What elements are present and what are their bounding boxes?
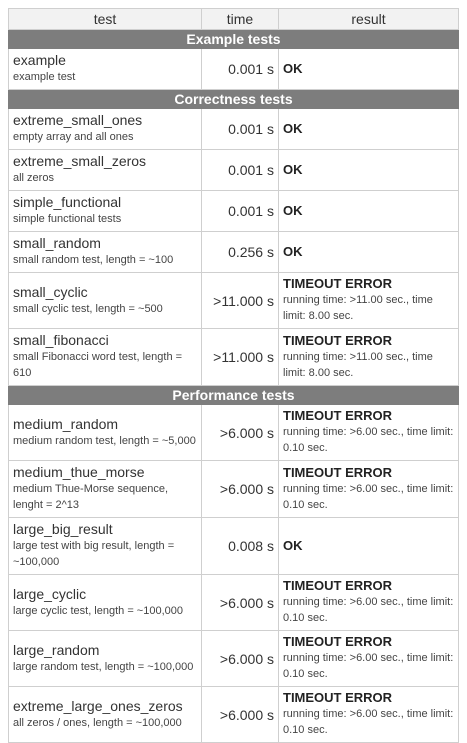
- result-status: OK: [283, 202, 303, 218]
- header-time: time: [202, 9, 279, 30]
- table-row: [9, 232, 459, 273]
- test-cell: [9, 575, 202, 631]
- test-result-cell: [279, 461, 459, 518]
- result-status: OK: [283, 60, 303, 76]
- test-result-cell: [279, 49, 459, 90]
- result-detail: running time: >6.00 sec., time limit: 0.10 sec.: [283, 708, 454, 736]
- result-status: TIMEOUT ERROR: [283, 276, 393, 291]
- test-time: >11.000 s: [202, 329, 279, 386]
- result-detail: running time: >11.00 sec., time limit: 8.00 sec.: [283, 350, 433, 379]
- test-name: small_fibonacci: [13, 332, 109, 348]
- test-cell: [9, 329, 202, 386]
- results-body: [9, 30, 459, 743]
- test-results-table: [8, 8, 459, 743]
- test-result-cell: [279, 631, 459, 687]
- test-name: large_big_result: [13, 521, 113, 537]
- header-result: result: [279, 9, 459, 30]
- result-status: TIMEOUT ERROR: [283, 578, 393, 593]
- section-header-row: [9, 90, 459, 109]
- test-cell: [9, 232, 202, 273]
- test-description: large cyclic test, length = ~100,000: [13, 604, 183, 617]
- test-description: small Fibonacci word test, length = 610: [13, 351, 183, 379]
- test-result-cell: [279, 329, 459, 386]
- header-test: test: [9, 9, 202, 30]
- test-time: >6.000 s: [202, 687, 279, 743]
- test-time: >6.000 s: [202, 631, 279, 687]
- result-status: OK: [283, 537, 303, 553]
- test-name: extreme_small_zeros: [13, 153, 147, 169]
- table-row: [9, 273, 459, 329]
- test-cell: [9, 150, 202, 191]
- test-name: large_cyclic: [13, 585, 87, 602]
- table-row: [9, 518, 459, 575]
- result-status: TIMEOUT ERROR: [283, 408, 393, 423]
- test-time: >6.000 s: [202, 575, 279, 631]
- table-row: [9, 329, 459, 386]
- test-description: medium Thue-Morse sequence, lenght = 2^13: [13, 483, 169, 511]
- test-result-cell: [279, 232, 459, 273]
- result-detail: running time: >6.00 sec., time limit: 0.10 sec.: [283, 426, 454, 454]
- test-description: example test: [13, 71, 76, 83]
- test-time: >6.000 s: [202, 461, 279, 518]
- result-status: OK: [283, 120, 303, 136]
- test-result-cell: [279, 575, 459, 631]
- test-name: simple_functional: [13, 194, 122, 210]
- test-result-cell: [279, 405, 459, 461]
- test-description: large test with big result, length = ~100,000: [13, 540, 175, 568]
- table-row: [9, 191, 459, 232]
- test-name: example: [13, 52, 66, 68]
- test-description: medium random test, length = ~5,000: [13, 434, 196, 447]
- result-status: TIMEOUT ERROR: [283, 332, 393, 348]
- test-description: large random test, length = ~100,000: [13, 660, 194, 673]
- test-description: all zeros / ones, length = ~100,000: [13, 716, 182, 729]
- result-detail: running time: >6.00 sec., time limit: 0.10 sec.: [283, 482, 454, 511]
- test-cell: [9, 631, 202, 687]
- table-row: [9, 687, 459, 743]
- test-description: all zeros: [13, 172, 54, 184]
- table-row: [9, 49, 459, 90]
- results-panel: [8, 8, 459, 743]
- test-cell: [9, 273, 202, 329]
- test-result-cell: [279, 687, 459, 743]
- section-header-row: [9, 30, 459, 49]
- result-status: TIMEOUT ERROR: [283, 634, 393, 649]
- test-name: large_random: [13, 641, 100, 658]
- test-time: >11.000 s: [202, 273, 279, 329]
- result-detail: running time: >6.00 sec., time limit: 0.10 sec.: [283, 596, 454, 624]
- test-description: small cyclic test, length = ~500: [13, 302, 163, 315]
- test-result-cell: [279, 518, 459, 575]
- test-name: medium_random: [13, 415, 119, 432]
- test-description: simple functional tests: [13, 213, 122, 225]
- test-name: small_random: [13, 235, 101, 251]
- table-row: [9, 631, 459, 687]
- test-result-cell: [279, 150, 459, 191]
- test-time: 0.256 s: [202, 232, 279, 273]
- table-row: [9, 575, 459, 631]
- test-time: 0.001 s: [202, 49, 279, 90]
- test-time: 0.001 s: [202, 109, 279, 150]
- test-cell: [9, 687, 202, 743]
- test-result-cell: [279, 109, 459, 150]
- test-name: medium_thue_morse: [13, 464, 145, 480]
- section-title: Correctness tests: [9, 90, 459, 109]
- test-name: extreme_large_ones_zeros: [13, 697, 183, 714]
- section-title: Performance tests: [9, 386, 459, 405]
- result-status: OK: [283, 243, 303, 259]
- test-description: empty array and all ones: [13, 131, 134, 143]
- test-description: small random test, length = ~100: [13, 254, 174, 266]
- table-header-row: [9, 9, 459, 30]
- section-header-row: [9, 386, 459, 405]
- test-cell: [9, 461, 202, 518]
- test-result-cell: [279, 191, 459, 232]
- test-time: >6.000 s: [202, 405, 279, 461]
- table-row: [9, 405, 459, 461]
- test-name: extreme_small_ones: [13, 112, 143, 128]
- test-time: 0.001 s: [202, 191, 279, 232]
- test-result-cell: [279, 273, 459, 329]
- result-status: OK: [283, 161, 303, 177]
- result-status: TIMEOUT ERROR: [283, 690, 393, 705]
- test-time: 0.008 s: [202, 518, 279, 575]
- test-cell: [9, 405, 202, 461]
- table-row: [9, 461, 459, 518]
- table-row: [9, 150, 459, 191]
- result-detail: running time: >6.00 sec., time limit: 0.10 sec.: [283, 652, 454, 680]
- test-time: 0.001 s: [202, 150, 279, 191]
- test-cell: [9, 49, 202, 90]
- result-detail: running time: >11.00 sec., time limit: 8.00 sec.: [283, 294, 433, 322]
- table-row: [9, 109, 459, 150]
- result-status: TIMEOUT ERROR: [283, 464, 393, 480]
- test-cell: [9, 191, 202, 232]
- section-title: Example tests: [9, 30, 459, 49]
- test-cell: [9, 518, 202, 575]
- test-cell: [9, 109, 202, 150]
- test-name: small_cyclic: [13, 283, 88, 300]
